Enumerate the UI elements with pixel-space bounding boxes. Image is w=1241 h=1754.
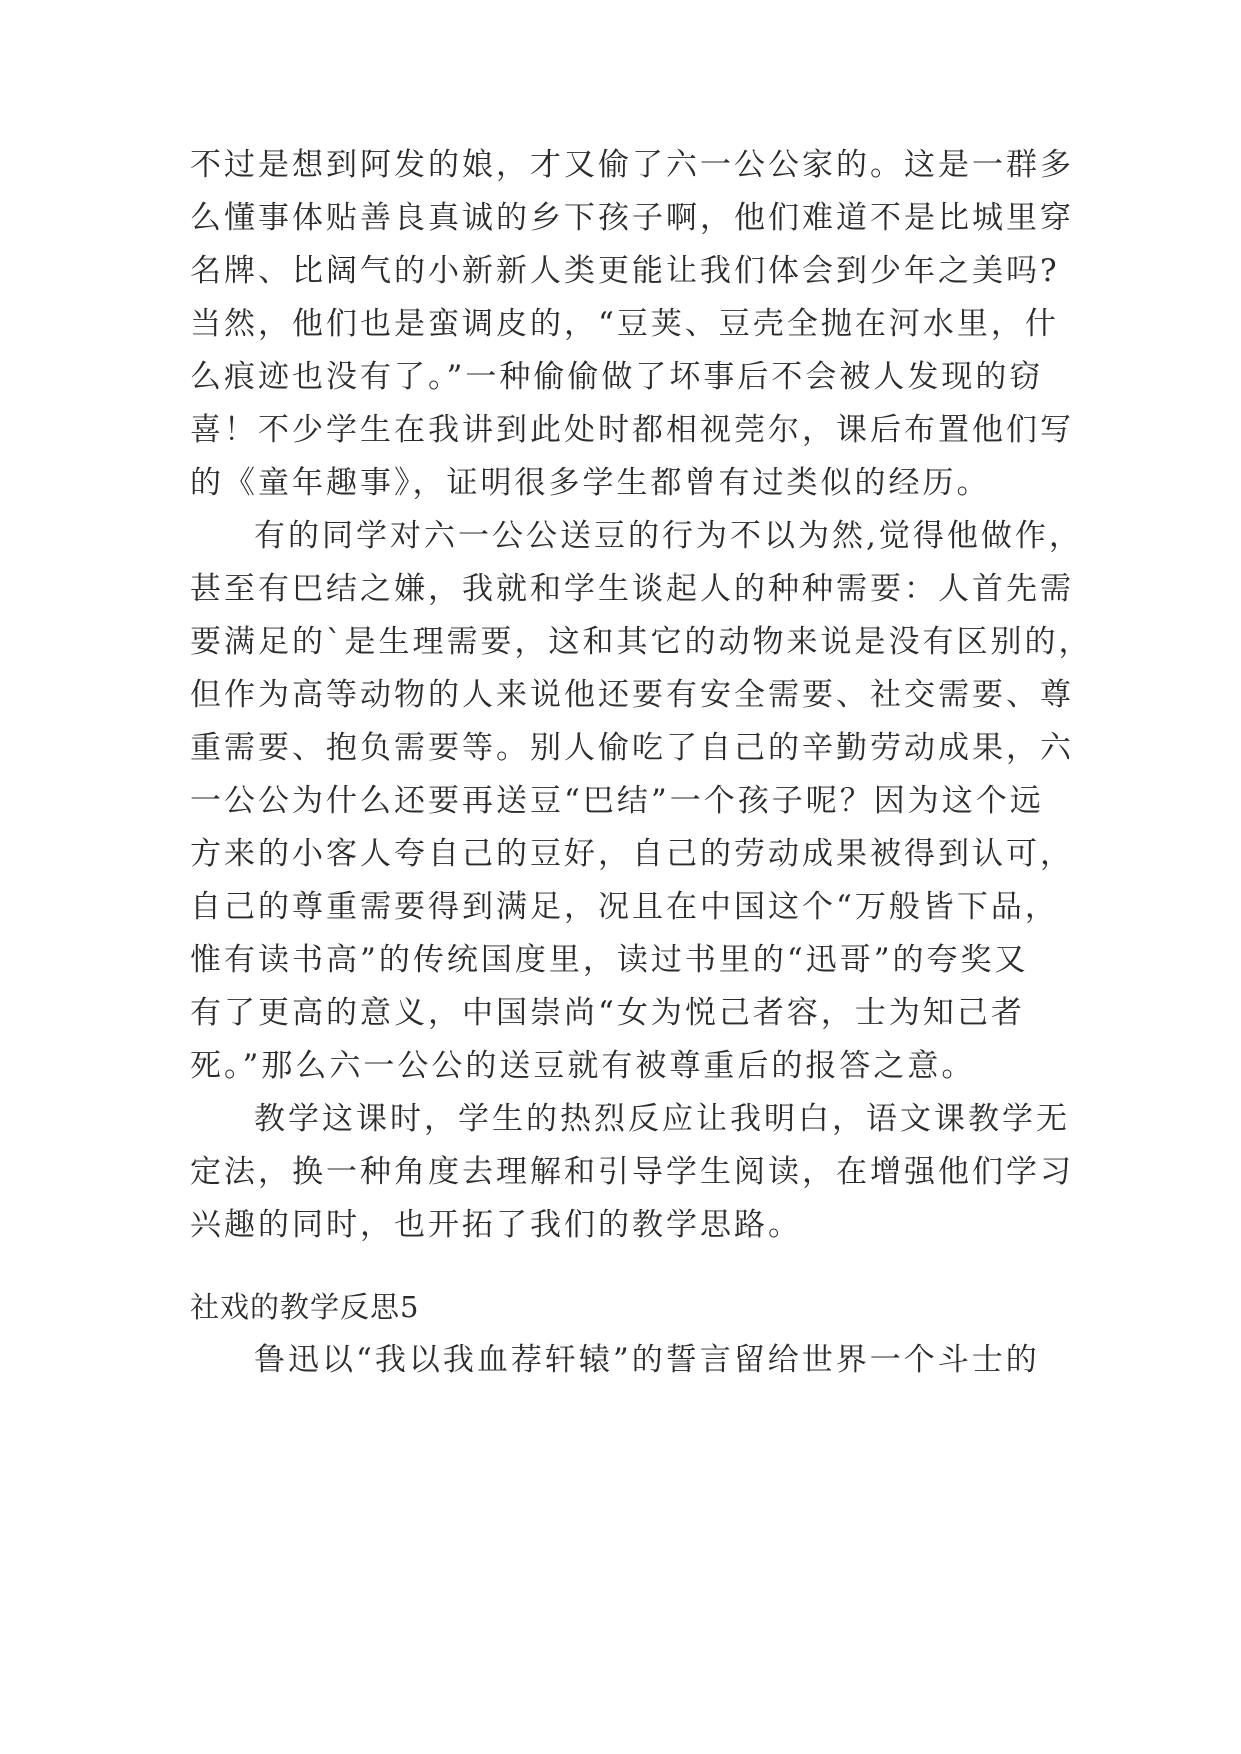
paragraph-1-line-2: 么懂事体贴善良真诚的乡下孩子啊，他们难道不是比城里穿 — [190, 200, 1074, 236]
section-heading: 社戏的教学反思5 — [190, 1290, 420, 1324]
paragraph-1-line-6: 喜！不少学生在我讲到此处时都相视莞尔，课后布置他们写 — [190, 412, 1074, 448]
paragraph-1-line-7: 的《童年趣事》，证明很多学生都曾有过类似的经历。 — [190, 465, 991, 501]
paragraph-2-line-2: 甚至有巴结之嫌，我就和学生谈起人的种种需要：人首先需 — [190, 571, 1074, 607]
paragraph-2-line-6: 一公公为什么还要再送豆“巴结”一个孩子呢？因为这个远 — [190, 783, 1044, 819]
paragraph-1-line-1: 不过是想到阿发的娘，才又偷了六一公公家的。这是一群多 — [190, 147, 1074, 183]
paragraph-2-line-10: 有了更高的意义，中国崇尚“女为悦己者容，士为知己者 — [190, 995, 1025, 1031]
paragraph-2-line-5: 重需要、抱负需要等。别人偷吃了自己的辛勤劳动成果，六 — [190, 730, 1074, 766]
paragraph-3-line-2: 定法，换一种角度去理解和引导学生阅读，在增强他们学习 — [190, 1154, 1074, 1190]
paragraph-3-line-3: 兴趣的同时，也开拓了我们的教学思路。 — [190, 1207, 802, 1243]
paragraph-2-line-1: 有的同学对六一公公送豆的行为不以为然,觉得他做作， — [254, 518, 1083, 554]
paragraph-2-line-8: 自己的尊重需要得到满足，况且在中国这个“万般皆下品， — [190, 889, 1059, 925]
paragraph-2-line-3: 要满足的`是生理需要，这和其它的动物来说是没有区别的， — [190, 624, 1093, 660]
paragraph-3-line-1: 教学这课时，学生的热烈反应让我明白，语文课教学无 — [254, 1101, 1070, 1137]
paragraph-2-line-4: 但作为高等动物的人来说他还要有安全需要、社交需要、尊 — [190, 677, 1074, 713]
paragraph-1-line-3: 名牌、比阔气的小新新人类更能让我们体会到少年之美吗? — [190, 253, 1060, 289]
section-paragraph-line-1: 鲁迅以“我以我血荐轩辕”的誓言留给世界一个斗士的 — [254, 1342, 1040, 1378]
paragraph-1-line-5: 么痕迹也没有了。”一种偷偷做了坏事后不会被人发现的窃 — [190, 359, 1044, 395]
paragraph-2-line-7: 方来的小客人夸自己的豆好，自己的劳动成果被得到认可， — [190, 836, 1074, 872]
paragraph-2-line-11: 死。”那么六一公公的送豆就有被尊重后的报答之意。 — [190, 1048, 976, 1084]
paragraph-1-line-4: 当然，他们也是蛮调皮的，“豆荚、豆壳全抛在河水里，什 — [190, 306, 1059, 342]
paragraph-2-line-9: 惟有读书高”的传统国度里，读过书里的“迅哥”的夸奖又 — [190, 942, 1029, 978]
